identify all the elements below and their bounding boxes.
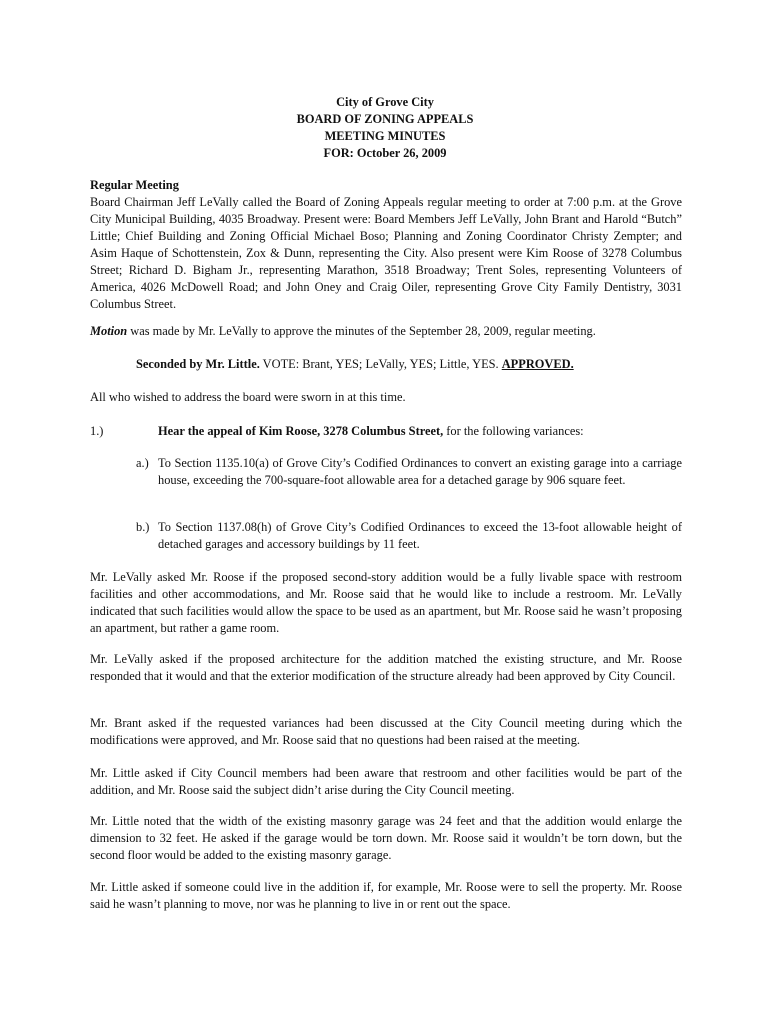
sworn-in-paragraph: All who wished to address the board were sworn in at this time. xyxy=(90,390,406,404)
variance-label: a.) xyxy=(136,456,149,470)
regular-meeting-heading: Regular Meeting xyxy=(90,178,179,192)
regular-meeting-body: Board Chairman Jeff LeVally called the Board of Zoning Appeals regular meeting to order at 7:00 p.m. at the Grove City Municipal Building, 4035 Broadway. Present were: Board Members Jeff LeVally, John Brant and Harold “Butch” Little; Chief Building and Zoning Official Michael Boso; Planning and Zoning Coordinator Christy Zempter; and Asim Haque of Schottenstein, Zox & Dunn, representing the City. Also present were Kim Roose of 3278 Columbus Street; Richard D. Bigham Jr., representing Marathon, 3518 Broadway; Trent Soles, representing Volunteers of America, 4026 McDowell Road; and John Oney and Craig Oiler, representing Grove City Family Dentistry, 3031 Columbus Street. xyxy=(90,195,682,311)
variance-b xyxy=(136,519,682,553)
motion-text: was made by Mr. LeVally to approve the minutes of the September 28, 2009, regular meeting. xyxy=(127,324,596,338)
discussion-paragraph: Mr. LeVally asked Mr. Roose if the proposed second-story addition would be a fully livable space with restroom facilities and other accommodations, and Mr. Roose said that he would like to include a restroom. Mr. LeVally indicated that such facilities would allow the space to be used as an apartment, but Mr. Roose said he wasn’t proposing an apartment, but rather a game room. xyxy=(90,570,682,635)
discussion-paragraph: Mr. Brant asked if the requested variances had been discussed at the City Council meeting during which the modifications were approved, and Mr. Roose said that no questions had been raised at the meeting. xyxy=(90,716,682,747)
item-heading-rest: for the following variances: xyxy=(443,424,584,438)
meeting-date: FOR: October 26, 2009 xyxy=(323,146,447,160)
item-heading-bold: Hear the appeal of Kim Roose, 3278 Columbus Street, xyxy=(158,424,444,438)
variance-a xyxy=(136,455,682,489)
board-name: BOARD OF ZONING APPEALS xyxy=(296,112,474,126)
document-type: MEETING MINUTES xyxy=(324,129,446,143)
motion-label: Motion xyxy=(90,324,128,338)
variance-text: To Section 1137.08(h) of Grove City’s Codified Ordinances to exceed the 13-foot allowable height of detached garages and accessory buildings by 11 feet. xyxy=(158,520,682,551)
seconded-label: Seconded by Mr. Little. xyxy=(136,357,260,371)
motion-paragraph xyxy=(90,323,682,340)
seconded-paragraph xyxy=(136,356,728,373)
city-name: City of Grove City xyxy=(336,95,434,109)
document-header xyxy=(0,94,770,162)
item-heading xyxy=(158,423,584,440)
item-number: 1.) xyxy=(90,424,104,438)
discussion-paragraph: Mr. Little noted that the width of the existing masonry garage was 24 feet and that the addition would enlarge the dimension to 32 feet. He asked if the garage would be torn down. Mr. Roose said it wouldn’t be torn down, but the second floor would be added to the existing masonry garage. xyxy=(90,814,682,862)
variance-text: To Section 1135.10(a) of Grove City’s Codified Ordinances to convert an existing garage into a carriage house, exceeding the 700-square-foot allowable area for a detached garage by 906 square feet. xyxy=(158,456,682,487)
approved-label: APPROVED. xyxy=(501,357,574,371)
variance-label: b.) xyxy=(136,520,150,534)
discussion-paragraph: Mr. LeVally asked if the proposed architecture for the addition matched the existing structure, and Mr. Roose responded that it would and that the exterior modification of the structure already had been approved by City Council. xyxy=(90,652,682,683)
discussion-paragraph: Mr. Little asked if City Council members had been aware that restroom and other facilities would be part of the addition, and Mr. Roose said the subject didn’t arise during the City Council meeting. xyxy=(90,766,682,797)
regular-meeting-section xyxy=(90,177,682,313)
vote-text: VOTE: Brant, YES; LeVally, YES; Little, YES. xyxy=(259,357,502,371)
discussion-paragraph: Mr. Little asked if someone could live in the addition if, for example, Mr. Roose were to sell the property. Mr. Roose said he wasn’t planning to move, nor was he planning to live in or rent out the space. xyxy=(90,880,682,911)
